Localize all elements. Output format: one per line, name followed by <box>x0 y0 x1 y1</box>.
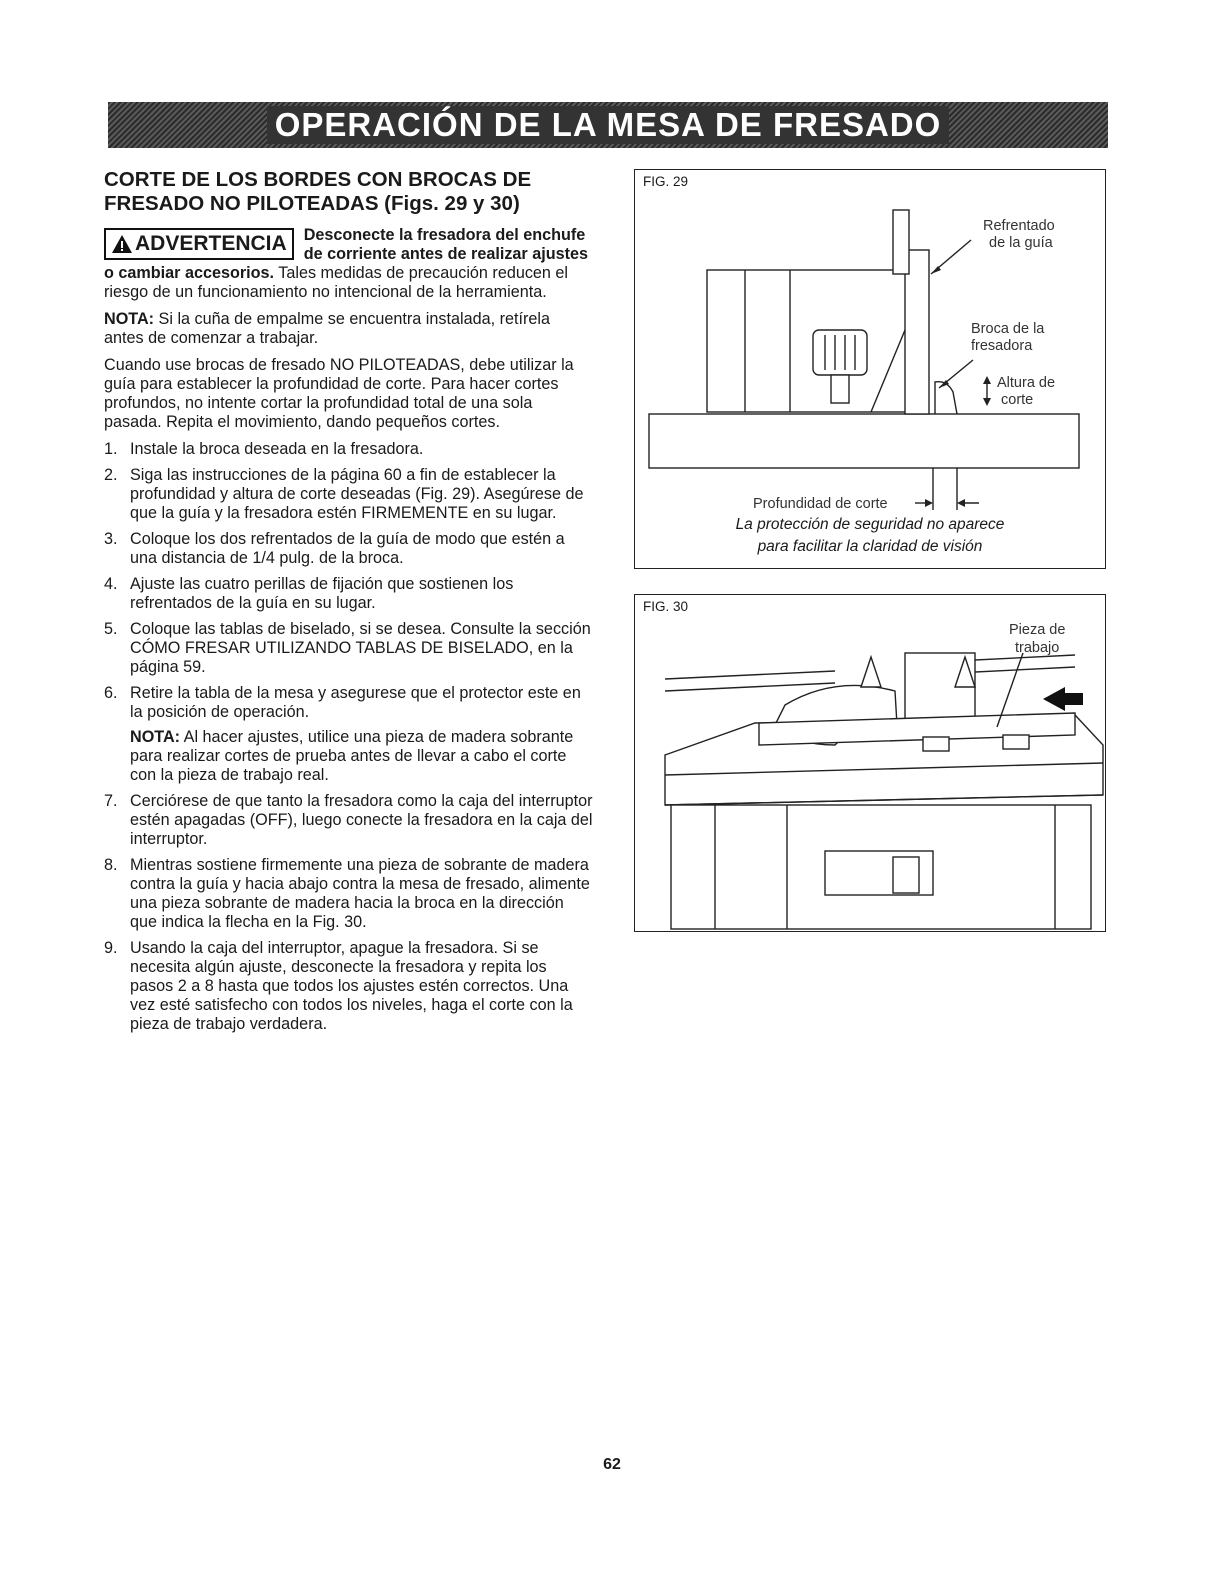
callout-bit-2: fresadora <box>971 338 1033 354</box>
figure-29 <box>634 169 1106 569</box>
list-item: 5. Coloque las tablas de biselado, si se desea. Consulte la sección CÓMO FRESAR UTILIZANDO TABLAS DE BISELADO, en la página 59. <box>104 620 591 676</box>
list-item: 9. Usando la caja del interruptor, apague la fresadora. Si se necesita algún ajuste, desconecte la fresadora y repita los pasos 2 a 8 hasta que todos los ajustes estén correctos. Una vez esté satisfecho con todos los niveles, haga el corte con la pieza de trabajo verdadera. <box>104 939 573 1033</box>
power-switch <box>893 857 919 893</box>
callout-workpiece-1: Pieza de <box>1009 622 1066 638</box>
instructions-column <box>104 168 594 1041</box>
page-number: 62 <box>603 1456 621 1473</box>
warning-bold-text: Desconecte la fresadora del enchufe de corriente antes de realizar ajustes o cambiar accesorios. <box>104 226 588 282</box>
list-item: 7. Cerciórese de que tanto la fresadora como la caja del interruptor estén apagadas (OFF), luego conecte la fresadora en la caja del interruptor. <box>104 792 593 848</box>
router-table-top <box>649 414 1079 468</box>
callout-depth: Profundidad de corte <box>753 496 888 512</box>
callout-fence-1: Refrentado <box>983 218 1055 234</box>
steps-list <box>104 440 594 1034</box>
callout-height-1: Altura de <box>997 375 1056 391</box>
figure-29-caption-2: para facilitar la claridad de visión <box>757 538 983 555</box>
list-item: 8. Mientras sostiene firmemente una pieza de sobrante de madera contra la guía y hacia abajo contra la mesa de fresado, alimente una pieza sobrante de madera hacia la broca en la dirección que indica la flecha en la Fig. 30. <box>104 856 590 931</box>
callout-fence-2: de la guía <box>989 235 1053 251</box>
page-header-title: OPERACIÓN DE LA MESA DE FRESADO <box>267 106 950 144</box>
page-header-banner <box>108 102 1108 148</box>
note-text: Si la cuña de empalme se encuentra instalada, retírela antes de comenzar a trabajar. <box>104 310 550 347</box>
fence-knob <box>813 330 867 375</box>
warning-text: Tales medidas de precaución reducen el riesgo de un funcionamiento no intencional de la herramienta. <box>104 264 569 301</box>
warning-label: ADVERTENCIA <box>135 232 287 255</box>
router-body <box>707 270 907 412</box>
callout-workpiece-2: trabajo <box>1015 640 1060 656</box>
note-spline <box>104 310 594 348</box>
list-item: 6. Retire la tabla de la mesa y asegurese que el protector este en la posición de operación. NOTA: Al hacer ajustes, utilice una pieza de madera sobrante para realizar cortes de prueba antes de llevar a cabo el corte con la pieza de trabajo real. <box>104 684 594 785</box>
warning-block <box>104 226 594 302</box>
figure-30-label: FIG. 30 <box>643 599 689 614</box>
callout-bit-1: Broca de la <box>971 321 1045 337</box>
callout-height-2: corte <box>1001 392 1034 408</box>
figure-30 <box>634 594 1106 932</box>
warning-triangle-icon <box>111 234 133 254</box>
note-label: NOTA: <box>104 310 155 328</box>
list-item: 4. Ajuste las cuatro perillas de fijación que sostienen los refrentados de la guía en su lugar. <box>104 575 514 612</box>
intro-paragraph: Cuando use brocas de fresado NO PILOTEADAS, debe utilizar la guía para establecer la profundidad de corte. Para hacer cortes profundos, no intente cortar la profundidad total de una sola pasada. Repita el movimiento, dando pequeños cortes. <box>104 356 574 431</box>
list-item: 3. Coloque los dos refrentados de la guía de modo que estén a una distancia de 1/4 pulg. de la broca. <box>104 530 565 567</box>
router-bit <box>935 382 957 414</box>
list-item: 1. Instale la broca deseada en la fresadora. <box>104 440 424 458</box>
figure-29-caption-1: La protección de seguridad no aparece <box>735 516 1005 533</box>
list-item: 2. Siga las instrucciones de la página 60 a fin de establecer la profundidad y altura de corte deseadas (Fig. 29). Asegúrese de que la guía y la fresadora estén FIRMEMENTE en su lugar. <box>104 466 584 522</box>
figure-29-label: FIG. 29 <box>643 174 689 189</box>
note-test-cut: NOTA: Al hacer ajustes, utilice una pieza de madera sobrante para realizar cortes de prueba antes de llevar a cabo el corte con la pieza de trabajo real. <box>130 728 574 784</box>
warning-badge <box>104 228 294 260</box>
feed-direction-arrow <box>1043 687 1083 711</box>
section-title: CORTE DE LOS BORDES CON BROCAS DE FRESADO NO PILOTEADAS (Figs. 29 y 30) <box>104 168 532 215</box>
